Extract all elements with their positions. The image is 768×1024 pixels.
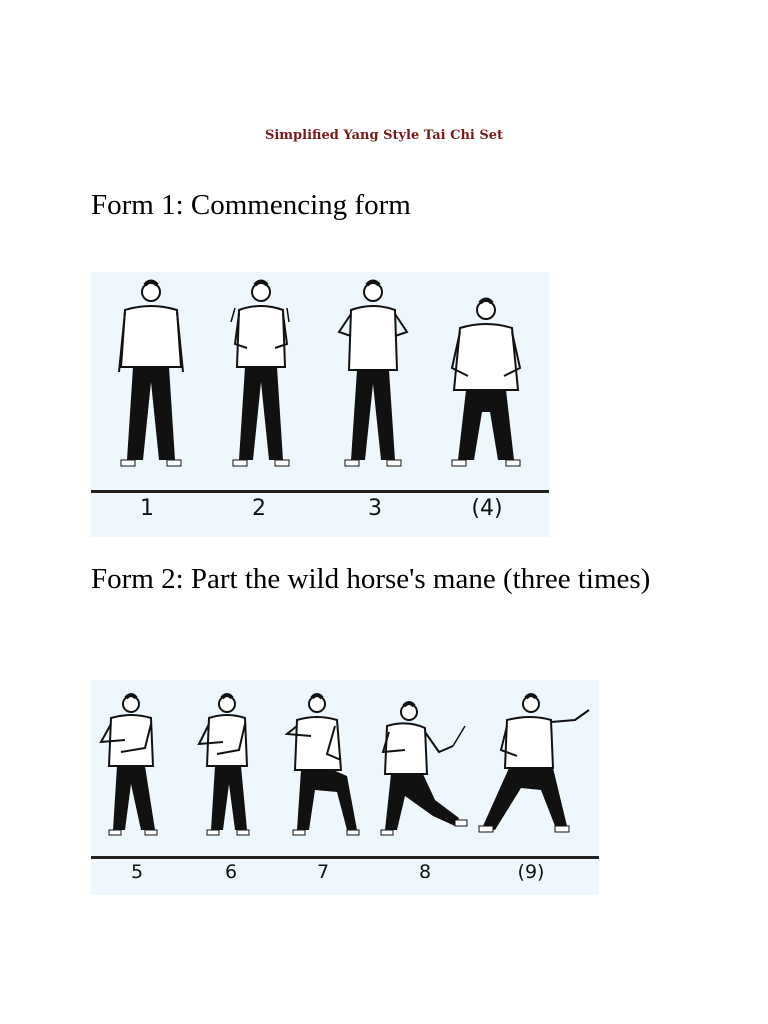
figure-number: 6 xyxy=(224,861,238,883)
form-1-illustration xyxy=(91,272,549,537)
figure-number: (4) xyxy=(471,496,503,521)
figure-3-drawing xyxy=(339,282,407,467)
figure-4-drawing xyxy=(452,300,520,467)
figure-6-drawing xyxy=(199,695,249,835)
document-title: Simplified Yang Style Tai Chi Set xyxy=(264,128,504,143)
figure-8-drawing xyxy=(381,703,467,835)
form-1-heading: Form 1: Commencing form xyxy=(91,189,411,221)
figure-number: 7 xyxy=(316,861,330,883)
figure-number: 3 xyxy=(368,496,382,521)
figure-number: 2 xyxy=(252,496,266,521)
figure-2-drawing xyxy=(231,282,289,467)
figure-9-drawing xyxy=(479,695,589,832)
figure-number: 5 xyxy=(130,861,144,883)
figure-7-drawing xyxy=(287,695,359,835)
figure-number: (9) xyxy=(517,861,545,883)
figure-number: 1 xyxy=(140,496,154,521)
ground-line xyxy=(91,490,549,493)
form-2-illustration xyxy=(91,680,599,895)
ground-line xyxy=(91,856,599,859)
figure-1-drawing xyxy=(119,282,183,467)
form-2-heading: Form 2: Part the wild horse's mane (three times) xyxy=(91,563,651,595)
figure-5-drawing xyxy=(101,695,157,835)
figure-number: 8 xyxy=(418,861,432,883)
